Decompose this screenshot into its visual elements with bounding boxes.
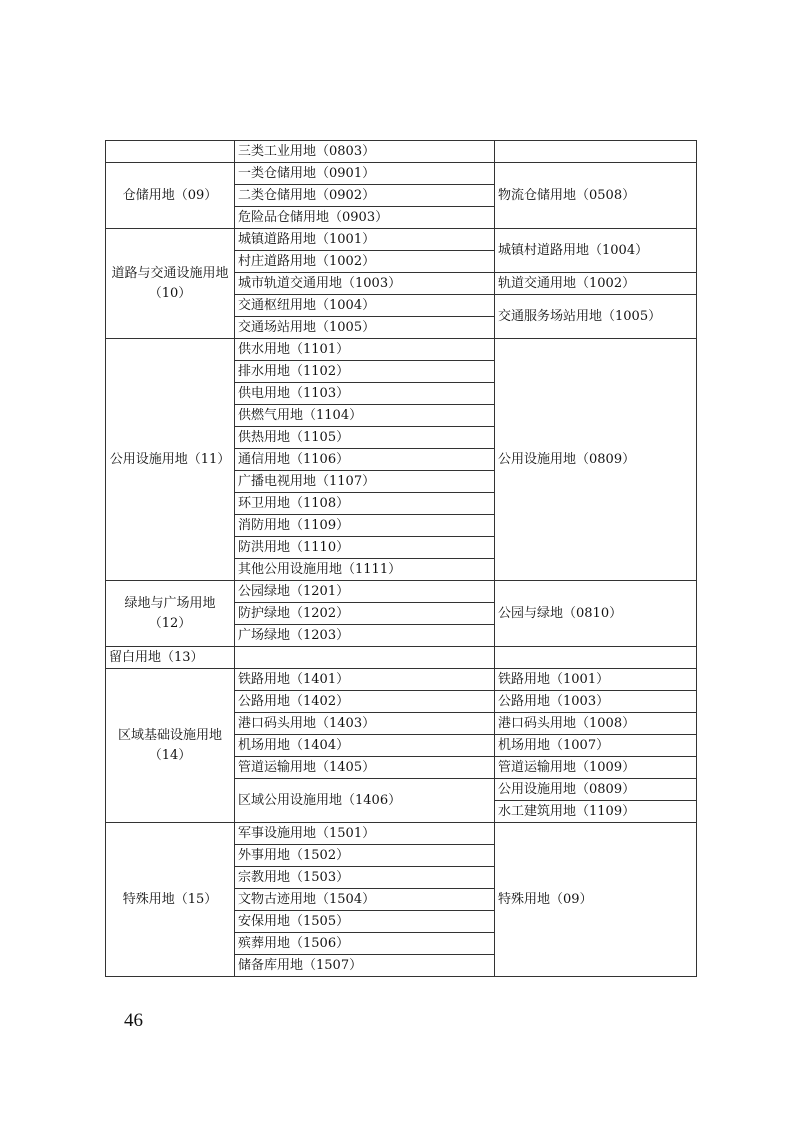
subcategory-cell: 防护绿地（1202）	[235, 603, 495, 625]
category-cell: 公用设施用地（11）	[106, 339, 235, 581]
mapped-category-cell: 公用设施用地（0809）	[495, 779, 697, 801]
subcategory-cell: 交通枢纽用地（1004）	[235, 295, 495, 317]
subcategory-cell: 区域公用设施用地（1406）	[235, 779, 495, 823]
subcategory-cell: 二类仓储用地（0902）	[235, 185, 495, 207]
subcategory-cell: 港口码头用地（1403）	[235, 713, 495, 735]
subcategory-cell: 管道运输用地（1405）	[235, 757, 495, 779]
table-row	[106, 823, 697, 845]
subcategory-cell: 供电用地（1103）	[235, 383, 495, 405]
subcategory-cell: 通信用地（1106）	[235, 449, 495, 471]
category-cell: 区域基础设施用地（14）	[106, 669, 235, 823]
mapped-category-cell: 公用设施用地（0809）	[495, 339, 697, 581]
subcategory-cell: 储备库用地（1507）	[235, 955, 495, 977]
mapped-category-cell: 物流仓储用地（0508）	[495, 163, 697, 229]
subcategory-cell: 机场用地（1404）	[235, 735, 495, 757]
subcategory-cell: 广场绿地（1203）	[235, 625, 495, 647]
subcategory-cell: 公园绿地（1201）	[235, 581, 495, 603]
subcategory-cell: 供燃气用地（1104）	[235, 405, 495, 427]
subcategory-cell: 铁路用地（1401）	[235, 669, 495, 691]
subcategory-cell: 防洪用地（1110）	[235, 537, 495, 559]
subcategory-cell: 供水用地（1101）	[235, 339, 495, 361]
category-cell: 留白用地（13）	[106, 647, 235, 669]
mapped-category-cell	[495, 141, 697, 163]
category-cell: 特殊用地（15）	[106, 823, 235, 977]
subcategory-cell: 村庄道路用地（1002）	[235, 251, 495, 273]
category-cell	[106, 141, 235, 163]
subcategory-cell: 危险品仓储用地（0903）	[235, 207, 495, 229]
subcategory-cell: 城镇道路用地（1001）	[235, 229, 495, 251]
mapped-category-cell: 机场用地（1007）	[495, 735, 697, 757]
subcategory-cell	[235, 647, 495, 669]
table-row	[106, 229, 697, 251]
mapped-category-cell: 轨道交通用地（1002）	[495, 273, 697, 295]
subcategory-cell: 宗教用地（1503）	[235, 867, 495, 889]
subcategory-cell: 环卫用地（1108）	[235, 493, 495, 515]
subcategory-cell: 殡葬用地（1506）	[235, 933, 495, 955]
subcategory-cell: 消防用地（1109）	[235, 515, 495, 537]
mapped-category-cell	[495, 647, 697, 669]
table-row	[106, 581, 697, 603]
category-cell: 仓储用地（09）	[106, 163, 235, 229]
subcategory-cell: 公路用地（1402）	[235, 691, 495, 713]
table-row	[106, 141, 697, 163]
mapped-category-cell: 交通服务场站用地（1005）	[495, 295, 697, 339]
subcategory-cell: 三类工业用地（0803）	[235, 141, 495, 163]
mapped-category-cell: 公园与绿地（0810）	[495, 581, 697, 647]
subcategory-cell: 广播电视用地（1107）	[235, 471, 495, 493]
mapped-category-cell: 铁路用地（1001）	[495, 669, 697, 691]
subcategory-cell: 排水用地（1102）	[235, 361, 495, 383]
mapped-category-cell: 港口码头用地（1008）	[495, 713, 697, 735]
subcategory-cell: 供热用地（1105）	[235, 427, 495, 449]
category-cell: 道路与交通设施用地（10）	[106, 229, 235, 339]
subcategory-cell: 其他公用设施用地（1111）	[235, 559, 495, 581]
mapped-category-cell: 公路用地（1003）	[495, 691, 697, 713]
subcategory-cell: 外事用地（1502）	[235, 845, 495, 867]
category-cell: 绿地与广场用地（12）	[106, 581, 235, 647]
mapped-category-cell: 特殊用地（09）	[495, 823, 697, 977]
table-row	[106, 647, 697, 669]
subcategory-cell: 城市轨道交通用地（1003）	[235, 273, 495, 295]
mapped-category-cell: 水工建筑用地（1109）	[495, 801, 697, 823]
table-body	[106, 141, 697, 977]
subcategory-cell: 交通场站用地（1005）	[235, 317, 495, 339]
subcategory-cell: 军事设施用地（1501）	[235, 823, 495, 845]
subcategory-cell: 安保用地（1505）	[235, 911, 495, 933]
table-row	[106, 669, 697, 691]
table-row	[106, 339, 697, 361]
mapped-category-cell: 管道运输用地（1009）	[495, 757, 697, 779]
page-number: 46	[124, 1010, 143, 1031]
land-use-table	[105, 140, 697, 977]
table-row	[106, 163, 697, 185]
subcategory-cell: 文物古迹用地（1504）	[235, 889, 495, 911]
subcategory-cell: 一类仓储用地（0901）	[235, 163, 495, 185]
mapped-category-cell: 城镇村道路用地（1004）	[495, 229, 697, 273]
